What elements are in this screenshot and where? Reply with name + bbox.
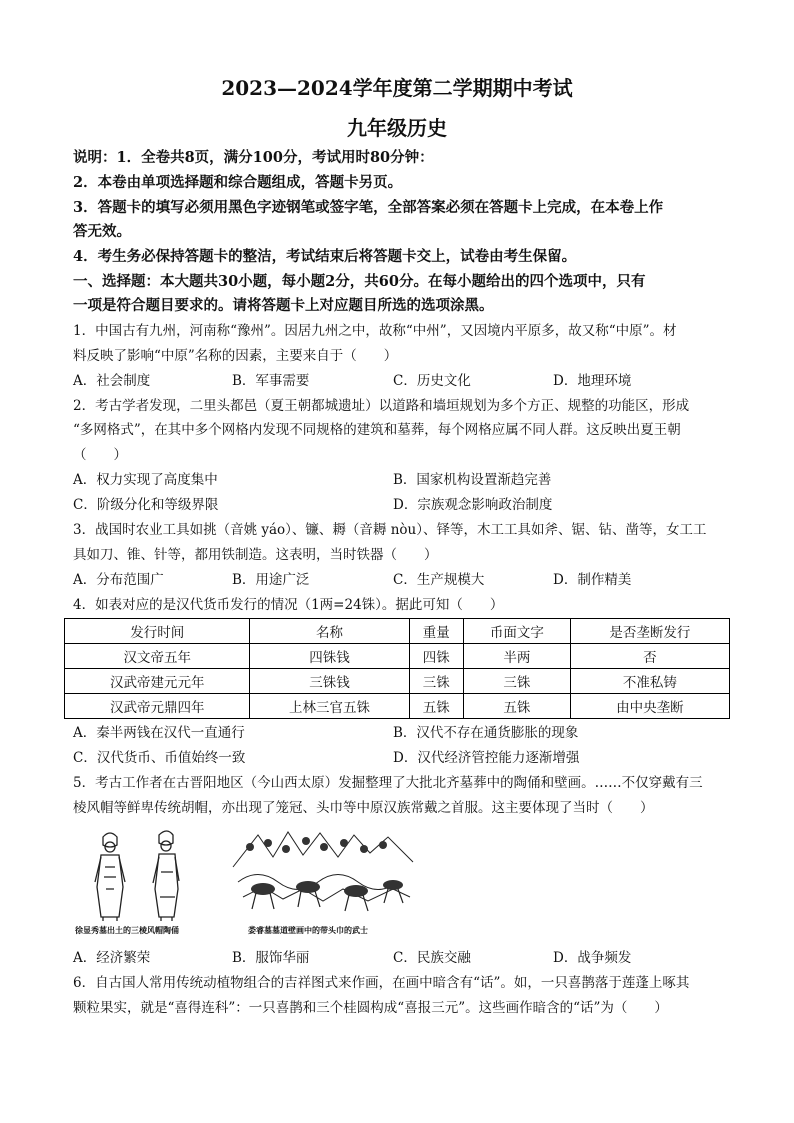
currency-table: [64, 618, 730, 719]
q4-option-b: B．汉代不存在通货膨胀的现象: [393, 725, 579, 741]
table-cell: 汉文帝五年: [65, 644, 250, 669]
q3-option-d: D．制作精美: [553, 572, 632, 588]
q1-option-c: C．历史文化: [393, 373, 471, 389]
table-header-row: [65, 619, 730, 644]
q5-stem-2: 棱风帽等鲜卑传统胡帽，亦出现了笼冠、头巾等中原汉族常戴之首服。这主要体现了当时（ ）: [73, 800, 654, 816]
q1-stem-1: 1．中国古有九州，河南称“豫州”。因居九州之中，故称“中州”，又因境内平原多，故又称“中原”。材: [73, 323, 677, 339]
q3-option-c: C．生产规模大: [393, 572, 485, 588]
q1-option-a: A．社会制度: [73, 373, 151, 389]
q4-option-c: C．汉代货币、币值始终一致: [73, 750, 246, 766]
q5-stem-1: 5．考古工作者在古晋阳地区（今山西太原）发掘整理了大批北齐墓葬中的陶俑和壁画。……不仅穿戴有三: [73, 775, 703, 791]
exam-title: 2023—2024学年度第二学期期中考试: [221, 76, 573, 100]
table-cell: 五铢: [409, 694, 463, 719]
q1-stem-2: 料反映了影响“中原”名称的因素，主要来自于（ ）: [73, 348, 398, 364]
table-cell: 半两: [463, 644, 570, 669]
q3-stem-1: 3．战国时农业工具如挑（音姚 yáo）、镰、耨（音耨 nòu）、铎等，木工工具如斧、锯、钻、凿等，女工工: [73, 522, 707, 538]
table-row: [65, 694, 730, 719]
table-cell: 四铢钱: [250, 644, 409, 669]
table-header: 重量: [409, 619, 463, 644]
q5-option-b: B．服饰华丽: [232, 950, 310, 966]
q5-option-a: A．经济繁荣: [73, 950, 151, 966]
q4-stem: 4．如表对应的是汉代货币发行的情况（1两=24铢）。据此可知（ ）: [73, 597, 504, 613]
mural-caption: 娄睿墓墓道壁画中的带头巾的武士: [248, 925, 368, 935]
q6-stem-2: 颗粒果实，就是“喜得连科”：一只喜鹊和三个桂圆构成“喜报三元”。这些画作暗含的“话”为（ ）: [73, 1000, 668, 1016]
exam-subtitle: 九年级历史: [347, 116, 447, 140]
q2-stem-1: 2．考古学者发现，二里头都邑（夏王朝都城遗址）以道路和墙垣规划为多个方正、规整的功能区，形成: [73, 398, 690, 414]
q2-stem-3: （ ）: [73, 447, 127, 463]
q5-option-d: D．战争频发: [553, 950, 632, 966]
q4-option-d: D．汉代经济管控能力逐渐增强: [393, 750, 580, 766]
table-row: [65, 669, 730, 694]
table-header: 币面文字: [463, 619, 570, 644]
q6-stem-1: 6．自古国人常用传统动植物组合的吉祥图式来作画，在画中暗含有“话”。如，一只喜鹊落于莲蓬上啄其: [73, 975, 690, 991]
table-header: 发行时间: [65, 619, 250, 644]
q2-option-a: A．权力实现了高度集中: [73, 472, 218, 488]
q3-option-a: A．分布范围广: [73, 572, 164, 588]
q2-option-b: B．国家机构设置渐趋完善: [393, 472, 552, 488]
table-row: [65, 644, 730, 669]
q2-option-d: D．宗族观念影响政治制度: [393, 497, 553, 513]
q5-option-c: C．民族交融: [393, 950, 471, 966]
table-cell: 汉武帝建元元年: [65, 669, 250, 694]
table-cell: 四铢: [409, 644, 463, 669]
figurine-caption: 徐显秀墓出土的三棱风帽陶俑: [75, 925, 179, 935]
table-header: 是否垄断发行: [570, 619, 729, 644]
table-cell: 由中央垄断: [570, 694, 729, 719]
instruction-2: 2．本卷由单项选择题和综合题组成，答题卡另页。: [73, 174, 403, 191]
table-cell: 不准私铸: [570, 669, 729, 694]
section-heading-cont: 一项是符合题目要求的。请将答题卡上对应题目所选的选项涂黑。: [73, 297, 494, 314]
table-cell: 五铢: [463, 694, 570, 719]
table-cell: 三铢: [463, 669, 570, 694]
table-cell: 三铢: [409, 669, 463, 694]
q2-option-c: C．阶级分化和等级界限: [73, 497, 219, 513]
instruction-4: 4．考生务必保持答题卡的整洁，考试结束后将答题卡交上，试卷由考生保留。: [73, 248, 577, 265]
instruction-3-cont: 答无效。: [73, 223, 131, 240]
table-cell: 三铢钱: [250, 669, 409, 694]
q3-option-b: B．用途广泛: [232, 572, 310, 588]
q3-stem-2: 具如刀、锥、针等，都用铁制造。这表明，当时铁器（ ）: [73, 547, 438, 563]
section-heading: 一、选择题：本大题共30小题，每小题2分，共60分。在每小题给出的四个选项中，只有: [73, 273, 646, 290]
q1-option-d: D．地理环境: [553, 373, 632, 389]
table-cell: 否: [570, 644, 729, 669]
mural-illustration: [228, 827, 418, 922]
instruction-3: 3．答题卡的填写必须用黑色字迹钢笔或签字笔，全部答案必须在答题卡上完成，在本卷上作: [73, 199, 664, 216]
table-header: 名称: [250, 619, 409, 644]
table-cell: 汉武帝元鼎四年: [65, 694, 250, 719]
figurine-illustration: [75, 827, 210, 922]
table-cell: 上林三官五铢: [250, 694, 409, 719]
q2-stem-2: “多网格式”，在其中多个网格内发现不同规格的建筑和墓葬，每个网格应属不同人群。这反映出夏王朝: [73, 422, 681, 438]
q4-option-a: A．秦半两钱在汉代一直通行: [73, 725, 245, 741]
q1-option-b: B．军事需要: [232, 373, 310, 389]
instruction-1: 说明：1．全卷共8页，满分100分，考试用时80分钟：: [73, 149, 434, 166]
